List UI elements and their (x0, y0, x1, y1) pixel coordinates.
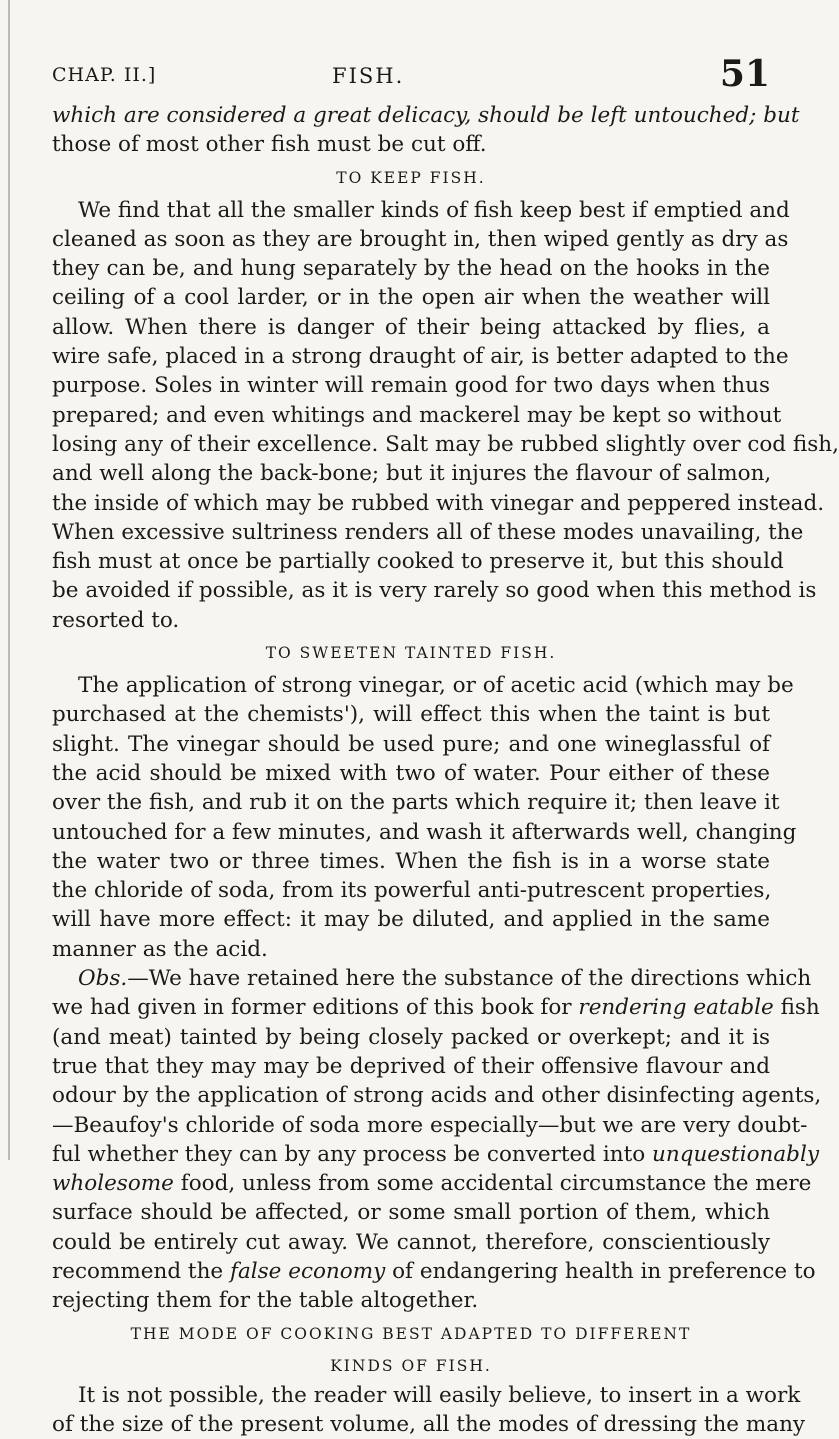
text-line: It is not possible, the reader will easily believe, to insert in a work (78, 1382, 801, 1408)
running-title: FISH. (332, 64, 405, 88)
section-heading-cooking-mode: THE MODE OF COOKING BEST ADAPTED TO DIFFERENT (130, 1324, 692, 1343)
obs-line: Obs.—We have retained here the substance of the directions which (78, 966, 812, 992)
obs-line: could be entirely cut away. We cannot, therefore, conscientiously (52, 1229, 770, 1255)
obs-line: ful whether they can by any process be converted into unquestionably (52, 1141, 819, 1167)
section-heading-cooking-mode-2: KINDS OF FISH. (330, 1356, 492, 1375)
text-line: the chloride of soda, from its powerful anti-putrescent properties, (52, 878, 772, 904)
page-binding-edge (8, 0, 10, 1160)
text-line: will have more effect: it may be diluted, and applied in the same (52, 907, 770, 933)
text-line: cleaned as soon as they are brought in, then wiped gently as dry as (52, 226, 789, 252)
text-line: The application of strong vinegar, or of acetic acid (which may be (78, 673, 794, 699)
obs-line: surface should be affected, or some small portion of them, which (52, 1200, 770, 1226)
section-keep-fish-paragraph (52, 196, 839, 635)
text-line: losing any of their excellence. Salt may be rubbed slightly over cod fish, (52, 431, 839, 457)
body-text (52, 101, 839, 1439)
section-cooking-mode-paragraph (52, 1381, 806, 1439)
text-line: slight. The vinegar should be used pure; and one wineglassful of (52, 731, 770, 757)
running-header (52, 53, 770, 96)
chapter-marker: CHAP. II.] (52, 64, 157, 86)
intro-line-2: those of most other fish must be cut off. (52, 132, 487, 158)
obs-line: rejecting them for the table altogether. (52, 1288, 479, 1314)
obs-line: wholesome food, unless from some accidental circumstance the mere (52, 1171, 812, 1197)
section-heading-sweeten-fish: TO SWEETEN TAINTED FISH. (265, 644, 557, 663)
obs-line: (and meat) tainted by being closely packed or overkept; and it is (52, 1024, 770, 1050)
text-line: the inside of which may be rubbed with vinegar and peppered instead. (52, 490, 825, 516)
section-heading-keep-fish: TO KEEP FISH. (336, 168, 486, 187)
text-line: resorted to. (52, 607, 180, 633)
text-line: they can be, and hung separately by the head on the hooks in the (52, 256, 770, 282)
text-line: ceiling of a cool larder, or in the open air when the weather will (52, 285, 770, 311)
text-line: the water two or three times. When the fish is in a worse state (52, 848, 770, 874)
text-line: purchased at the chemists'), will effect this when the taint is but (52, 702, 770, 728)
section-sweeten-fish-paragraph (52, 671, 797, 964)
text-line: purpose. Soles in winter will remain good for two days when thus (52, 373, 770, 399)
obs-line: —Beaufoy's chloride of soda more especially—but we are very doubt- (52, 1112, 808, 1138)
text-line: prepared; and even whitings and mackerel may be kept so without (52, 402, 782, 428)
text-line: of the size of the present volume, all the modes of dressing the many (52, 1412, 806, 1438)
page-number: 51 (719, 53, 770, 95)
obs-line: we had given in former editions of this book for rendering eatable fish (52, 995, 820, 1021)
text-line: manner as the acid. (52, 936, 268, 962)
text-line: We find that all the smaller kinds of fish keep best if emptied and (78, 197, 790, 223)
obs-line: recommend the false economy of endangering health in preference to (52, 1258, 816, 1284)
text-line: and well along the back-bone; but it injures the flavour of salmon, (52, 461, 772, 487)
obs-line: odour by the application of strong acids and other disinfecting agents, (52, 1083, 822, 1109)
text-line: When excessive sultriness renders all of these modes unavailing, the (52, 519, 804, 545)
text-line: untouched for a few minutes, and wash it afterwards well, changing (52, 819, 797, 845)
text-line: wire safe, placed in a strong draught of air, is better adapted to the (52, 344, 789, 370)
text-line: fish must at once be partially cooked to preserve it, but this should (52, 549, 784, 575)
text-line: over the fish, and rub it on the parts which require it; then leave it (52, 790, 780, 816)
text-line: be avoided if possible, as it is very rarely so good when this method is (52, 578, 817, 604)
intro-line-1: which are considered a great delicacy, should be left untouched; but (52, 103, 800, 128)
obs-note (52, 964, 822, 1316)
text-line: the acid should be mixed with two of water. Pour either of these (52, 760, 770, 786)
obs-label: Obs. (78, 966, 128, 992)
text-line: allow. When there is danger of their being attacked by flies, a (52, 314, 770, 340)
obs-line: true that they may may be deprived of their offensive flavour and (52, 1053, 770, 1079)
